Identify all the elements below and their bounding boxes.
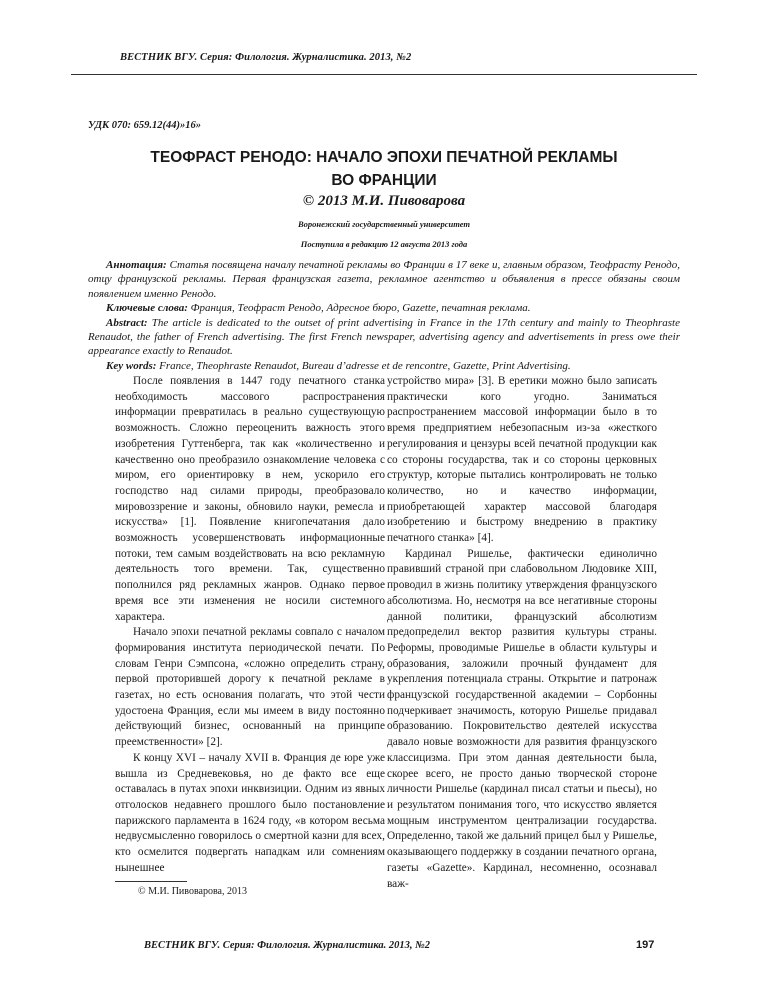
title-line-2: ВО ФРАНЦИИ bbox=[331, 172, 437, 189]
abstract-block bbox=[88, 258, 680, 373]
running-footer: ВЕСТНИК ВГУ. Серия: Филология. Журналистика. 2013, №2 bbox=[144, 940, 430, 951]
abstract-ru-text: Статья посвящена началу печатной рекламы во Франции в 17 веке и, главным образом, Теофрасту Ренодо, отцу французской рекламы. Первая французская газета, рекламное агентство и объявления в прессе обязаны своим появлением именно Ренодо. bbox=[88, 259, 680, 300]
abstract-en bbox=[88, 316, 680, 359]
keywords-en-label: Key words: bbox=[106, 359, 157, 372]
body-column-right bbox=[387, 374, 657, 892]
running-header: ВЕСТНИК ВГУ. Серия: Филология. Журналистика. 2013, №2 bbox=[120, 52, 412, 63]
author: © 2013 М.И. Пивоварова bbox=[302, 193, 466, 209]
body-column-left bbox=[115, 374, 385, 877]
udk-code: УДК 070: 659.12(44)»16» bbox=[88, 120, 202, 131]
article-title bbox=[71, 146, 697, 192]
header-rule bbox=[71, 74, 697, 75]
title-line-1: ТЕОФРАСТ РЕНОДО: НАЧАЛО ЭПОХИ ПЕЧАТНОЙ РЕКЛАМЫ bbox=[150, 149, 618, 166]
footnote-rule bbox=[115, 881, 187, 882]
keywords-en bbox=[88, 359, 680, 373]
keywords-ru bbox=[88, 301, 680, 315]
affiliation: Воронежский государственный университет bbox=[297, 219, 471, 229]
abstract-ru-label: Аннотация: bbox=[106, 259, 167, 271]
page-number: 197 bbox=[636, 939, 655, 951]
paragraph: К концу XVI – началу XVII в. Франция де юре уже вышла из Средневековья, но де факто все еще оставалась в путах эпохи инквизиции. Одним из явных отголосков недавнего прошлого было постановление парижского парламента в 1624 году, «в котором весьма недвусмысленно говорилось о смертной казни для всех, кто осмелится подвергать нападкам или сомнениям нынешнее bbox=[115, 751, 385, 874]
keywords-ru-text: Франция, Теофраст Ренодо, Адресное бюро, Gazette, печатная реклама. bbox=[187, 302, 531, 315]
abstract-en-label: Abstract: bbox=[106, 316, 148, 329]
abstract-en-text: The article is dedicated to the outset of print advertising in France in the 17th century and mainly to Theophraste Renaudot, the father of French advertising. The first French newspaper, advertising agency and advertisements in press owe their appearance exactly to Renaudot. bbox=[88, 316, 680, 358]
keywords-ru-label: Ключевые слова: bbox=[106, 302, 188, 315]
abstract-ru bbox=[88, 258, 680, 301]
paragraph: После появления в 1447 году печатного станка необходимость массового распространения информации превратилась в реально существующую возможность. Сложно переоценить важность этого изобретения Гуттенберга, так как «количественно и качественно оно преобразило ознакомление человека с миром, его ориентировку в нем, ускорило его господство над силами природы, преобразовало мировоззрение и законы, обновило науки, ремесла и искусства» [1]. Появление книгопечатания дало возможность усовершенствовать информационные потоки, тем самым воздействовать на всю рекламную деятельность того времени. Так, существенно пополнился ряд рекламных жанров. Однако первое время все эти изменения не носили системного характера. bbox=[115, 375, 385, 623]
paragraph: Начало эпохи печатной рекламы совпало с началом формирования института периодической печати. По словам Генри Сэмпсона, «сложно определить страну, первой проторившей дорогу к печатной рекламе в газетах, но есть основания полагать, что этой чести удостоена Франция, если мы имеем в виду постоянно действующий бизнес, основанный на принципе преемственности» [2]. bbox=[115, 626, 385, 749]
keywords-en-text: France, Theophraste Renaudot, Bureau d’adresse et de rencontre, Gazette, Print Advertising. bbox=[156, 359, 571, 372]
received-date: Поступила в редакцию 12 августа 2013 года bbox=[300, 239, 468, 249]
paragraph: Кардинал Ришелье, фактически единолично правивший страной при слабовольном Людовике XIII, проводил в жизнь политику утверждения французского абсолютизма. Но, несмотря на все негативные стороны данной политики, французский абсолютизм предопределил вектор развития культуры страны. Реформы, проводимые Ришелье в области культуры и образования, заложили прочный фундамент для укрепления потенциала страны. Открытие и патронаж французской государственной академии – Сорбонны подчеркивает значимость, которую Ришелье придавал образованию. Покровительство деятелей искусства давало новые возможности для развития французского классицизма. При этом данная деятельности была, скорее всего, не просто данью творческой стороне личности Ришелье (кардинал писал статьи и пьесы), но и результатом понимания того, что искусство является мощным инструментом централизации государства. Определенно, такой же дальний прицел был у Ришелье, оказывающего поддержку в создании печатного органа, газеты «Gazette». Кардинал, несомненно, осознавал важ- bbox=[387, 547, 657, 890]
paragraph-continued: устройство мира» [3]. В еретики можно было записать практически кого угодно. Заниматься распространением массовой информации было в то время предприятием небезопасным из-за «жесткого регулирования и цензуры всей печатной продукции как со стороны государства, так и со стороны церковных структур, которые пытались контролировать не только количество, но и качество информации, приобретающей характер массовой благодаря изобретению и быстрому внедрению в практику печатного станка» [4]. bbox=[387, 375, 657, 545]
footnote-copyright: © М.И. Пивоварова, 2013 bbox=[138, 886, 247, 897]
